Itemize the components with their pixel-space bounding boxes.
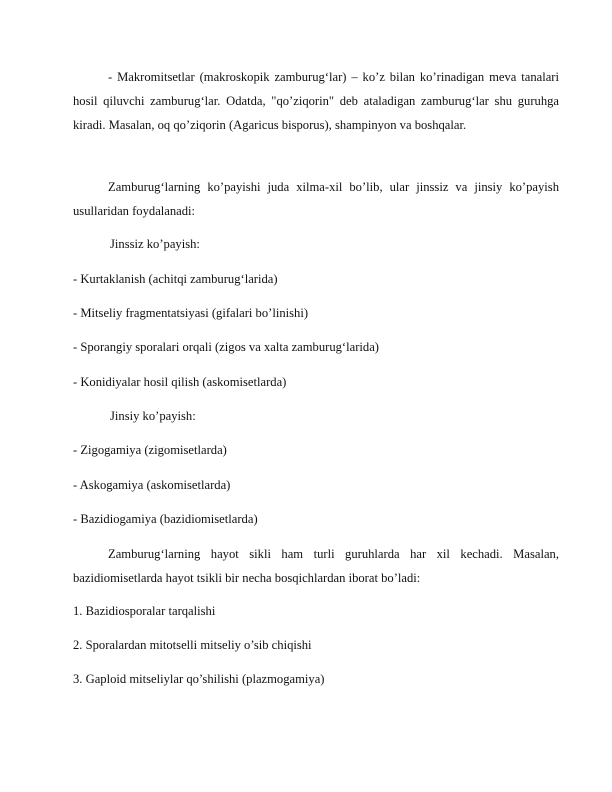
heading-asexual: Jinssiz ko’payish:	[110, 237, 200, 251]
list-item-life-cycle: 2. Sporalardan mitotselli mitseliy o’sib chiqishi	[73, 638, 312, 652]
list-item-sexual: - Askogamiya (askomisetlarda)	[73, 478, 231, 492]
list-item-asexual: - Sporangiy sporalari orqali (zigos va xalta zamburug‘larida)	[73, 340, 379, 354]
list-item-asexual: - Konidiyalar hosil qilish (askomisetlarda)	[73, 375, 287, 389]
list-item-sexual: - Zigogamiya (zigomisetlarda)	[73, 443, 227, 457]
heading-sexual: Jinsiy ko’payish:	[110, 409, 196, 423]
list-item-sexual: - Bazidiogamiya (bazidiomisetlarda)	[73, 512, 258, 526]
list-item-asexual: - Mitseliy fragmentatsiyasi (gifalari bo’linishi)	[73, 306, 309, 320]
paragraph-reproduction-intro: Zamburug‘larning ko’payishi juda xilma-xil bo’lib, ular jinssiz va jinsiy ko’payish usullaridan foydalanadi:	[73, 180, 559, 218]
paragraph-life-cycle: Zamburug‘larning hayot sikli ham turli guruhlarda har xil kechadi. Masalan, bazidiomisetlarda hayot tsikli bir necha bosqichlardan iborat bo’ladi:	[73, 547, 559, 585]
list-item-life-cycle: 1. Bazidiosporalar tarqalishi	[73, 604, 216, 618]
list-item-life-cycle: 3. Gaploid mitseliylar qo’shilishi (plazmogamiya)	[73, 672, 325, 686]
paragraph-macromycetes: - Makromitsetlar (makroskopik zamburug‘lar) – ko’z bilan ko’rinadigan meva tanalari hosil qiluvchi zamburug‘lar. Odatda, "qo’ziqorin" deb ataladigan zamburug‘lar shu guruhga kiradi. Masalan, oq qo’ziqorin (Agaricus bisporus), shampinyon va boshqalar.	[73, 70, 559, 132]
list-item-asexual: - Kurtaklanish (achitqi zamburug‘larida)	[73, 272, 278, 286]
